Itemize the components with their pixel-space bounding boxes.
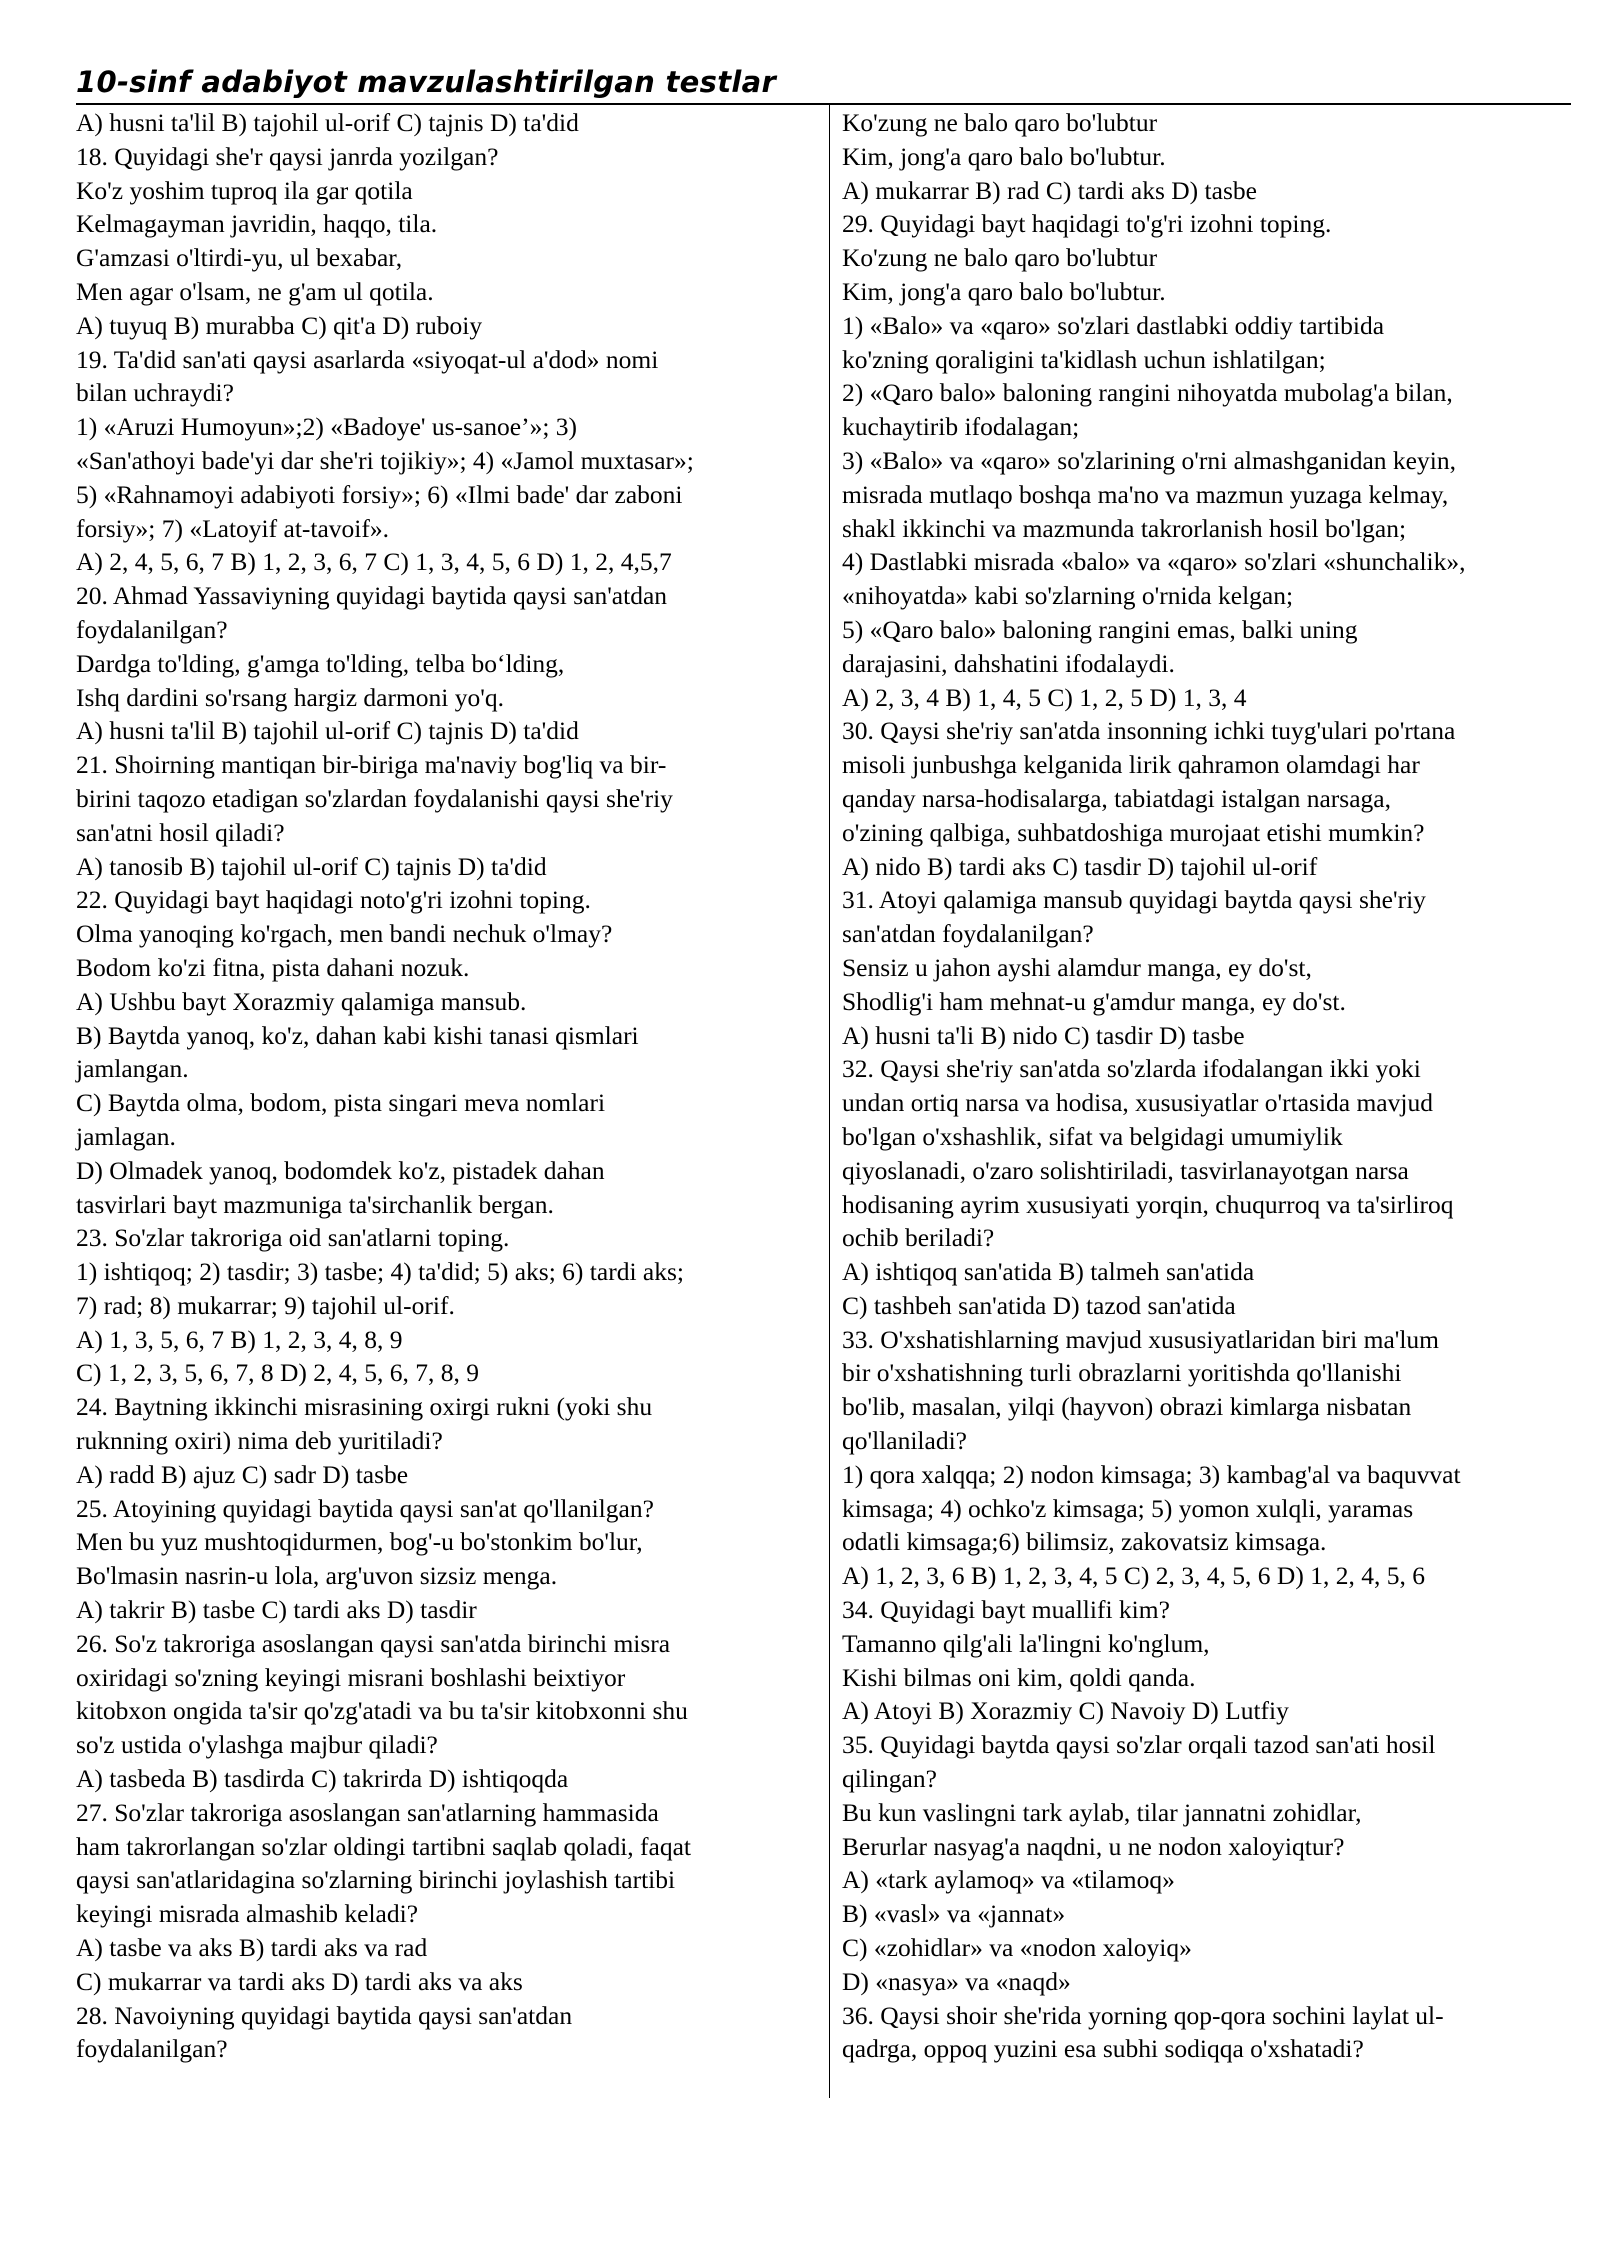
text-line: 27. So'zlar takroriga asoslangan san'atlarning hammasida [76,1797,659,1827]
text-line: Tamanno qilg'ali la'lingni ko'nglum, [842,1628,1210,1658]
text-line: C) tashbeh san'atida D) tazod san'atida [842,1290,1236,1320]
text-line: A) radd B) ajuz C) sadr D) tasbe [76,1459,409,1489]
text-line: 23. So'zlar takroriga oid san'atlarni toping. [76,1223,510,1253]
text-line: Ko'zung ne balo qaro bo'lubtur [842,108,1158,137]
text-line: 1) «Aruzi Humoyun»;2) «Badoye' us-sanoe’»; 3) [76,412,578,442]
text-line: ko'zning qoraligini ta'kidlash uchun ishlatilgan; [842,344,1326,374]
title-underline [76,103,1571,105]
text-line: qaysi san'atlaridagina so'zlarning birinchi joylashish tartibi [76,1865,676,1895]
text-line: 1) ishtiqoq; 2) tasdir; 3) tasbe; 4) ta'did; 5) aks; 6) tardi aks; [76,1257,684,1287]
text-line: A) nido B) tardi aks C) tasdir D) tajohil ul-orif [842,851,1318,881]
text-line: A) tuyuq B) murabba C) qit'a D) ruboiy [76,310,483,340]
text-line: foydalanilgan? [76,614,228,644]
text-line: qadrga, oppoq yuzini esa subhi sodiqqa o'xshatadi? [842,2034,1364,2064]
text-line: keyingi misrada almashib keladi? [76,1899,419,1929]
text-line: A) husni ta'lil B) tajohil ul-orif C) tajnis D) ta'did [76,716,579,746]
text-line: 5) «Rahnamoyi adabiyoti forsiy»; 6) «Ilmi bade' dar zaboni [76,479,683,509]
text-line: jamlangan. [76,1054,189,1084]
text-line: Bo'lmasin nasrin-u lola, arg'uvon sizsiz menga. [76,1561,558,1591]
text-line: 33. O'xshatishlarning mavjud xususiyatlaridan biri ma'lum [842,1324,1440,1354]
text-line: D) Olmadek yanoq, bodomdek ko'z, pistadek dahan [76,1155,605,1185]
text-line: 2) «Qaro balo» baloning rangini nihoyatda mubolag'a bilan, [842,378,1453,408]
text-line: bo'lib, masalan, yilqi (hayvon) obrazi kimlarga nisbatan [842,1392,1412,1422]
text-line: hodisaning ayrim xususiyati yorqin, chuqurroq va ta'sirliroq [842,1189,1454,1219]
text-line: 18. Quyidagi she'r qaysi janrda yozilgan? [76,141,499,171]
text-line: 1) «Balo» va «qaro» so'zlari dastlabki oddiy tartibida [842,310,1385,340]
text-line: 25. Atoyining quyidagi baytida qaysi san'at qo'llanilgan? [76,1493,654,1523]
right-column [842,106,1577,2066]
text-line: A) tasbe va aks B) tardi aks va rad [76,1933,428,1963]
text-line: B) Baytda yanoq, ko'z, dahan kabi kishi tanasi qismlari [76,1020,639,1050]
text-line: Shodlig'i ham mehnat-u g'amdur manga, ey do'st. [842,986,1346,1016]
text-line: san'atni hosil qiladi? [76,817,285,847]
text-line: Dardga to'lding, g'amga to'lding, telba bo‘lding, [76,648,565,678]
text-line: 4) Dastlabki misrada «balo» va «qaro» so'zlari «shunchalik», [842,547,1466,577]
text-line: oxiridagi so'zning keyingi misrani boshlashi beixtiyor [76,1662,626,1692]
text-line: jamlagan. [76,1121,176,1151]
text-line: D) «nasya» va «naqd» [842,1966,1071,1996]
text-line: A) Ushbu bayt Xorazmiy qalamiga mansub. [76,986,527,1016]
text-line: A) husni ta'li B) nido C) tasdir D) tasbe [842,1020,1245,1050]
text-line: 24. Baytning ikkinchi misrasining oxirgi rukni (yoki shu [76,1392,653,1422]
text-line: 7) rad; 8) mukarrar; 9) tajohil ul-orif. [76,1290,455,1320]
text-line: 31. Atoyi qalamiga mansub quyidagi baytda qaysi she'riy [842,885,1426,915]
text-line: Kishi bilmas oni kim, qoldi qanda. [842,1662,1196,1692]
text-line: B) «vasl» va «jannat» [842,1899,1066,1929]
text-line: Bu kun vaslingni tark aylab, tilar jannatni zohidlar, [842,1797,1362,1827]
text-line: A) ishtiqoq san'atida B) talmeh san'atida [842,1257,1255,1287]
text-line: C) mukarrar va tardi aks D) tardi aks va aks [76,1966,523,1996]
left-column [76,106,816,2066]
text-line: Men bu yuz mushtoqidurmen, bog'-u bo'stonkim bo'lur, [76,1527,643,1557]
text-line: odatli kimsaga;6) bilimsiz, zakovatsiz kimsaga. [842,1527,1327,1557]
text-line: Ko'z yoshim tuproq ila gar qotila [76,175,413,205]
text-line: san'atdan foydalanilgan? [842,919,1094,949]
text-line: A) 1, 3, 5, 6, 7 B) 1, 2, 3, 4, 8, 9 [76,1324,403,1354]
text-line: A) husni ta'lil B) tajohil ul-orif C) tajnis D) ta'did [76,108,579,137]
text-line: shakl ikkinchi va mazmunda takrorlanish hosil bo'lgan; [842,513,1407,543]
text-line: A) mukarrar B) rad C) tardi aks D) tasbe [842,175,1257,205]
text-line: qanday narsa-hodisalarga, tabiatdagi istalgan narsaga, [842,783,1391,813]
text-line: «nihoyatda» kabi so'zlarning o'rnida kelgan; [842,581,1294,611]
text-line: misrada mutlaqo boshqa ma'no va mazmun yuzaga kelmay, [842,479,1449,509]
text-line: 19. Ta'did san'ati qaysi asarlarda «siyoqat-ul a'dod» nomi [76,344,659,374]
text-line: tasvirlari bayt mazmuniga ta'sirchanlik bergan. [76,1189,554,1219]
text-line: 1) qora xalqqa; 2) nodon kimsaga; 3) kambag'al va baquvvat [842,1459,1461,1489]
text-line: Bodom ko'zi fitna, pista dahani nozuk. [76,952,470,982]
text-line: misoli junbushga kelganida lirik qahramon olamdagi har [842,750,1420,780]
text-line: 22. Quyidagi bayt haqidagi noto'g'ri izohni toping. [76,885,591,915]
column-divider [829,105,830,2098]
text-line: kuchaytirib ifodalagan; [842,412,1080,442]
text-line: Sensiz u jahon ayshi alamdur manga, ey do'st, [842,952,1312,982]
text-line: Kelmagayman javridin, haqqo, tila. [76,209,438,239]
text-line: qo'llaniladi? [842,1426,967,1456]
text-line: bo'lgan o'xshashlik, sifat va belgidagi umumiylik [842,1121,1343,1151]
text-line: birini taqozo etadigan so'zlardan foydalanishi qaysi she'riy [76,783,673,813]
text-line: A) tasbeda B) tasdirda C) takrirda D) ishtiqoqda [76,1764,569,1794]
text-line: ham takrorlangan so'zlar oldingi tartibni saqlab qoladi, faqat [76,1831,691,1861]
text-line: foydalanilgan? [76,2034,228,2064]
text-line: 5) «Qaro balo» baloning rangini emas, balki uning [842,614,1358,644]
text-line: ruknning oxiri) nima deb yuritiladi? [76,1426,443,1456]
text-line: Men agar o'lsam, ne g'am ul qotila. [76,276,434,306]
page-title: 10-sinf adabiyot mavzulashtirilgan testlar [76,65,777,99]
text-line: «San'athoyi bade'yi dar she'ri tojikiy»; 4) «Jamol muxtasar»; [76,445,694,475]
text-line: qilingan? [842,1764,937,1794]
text-line: kitobxon ongida ta'sir qo'zg'atadi va bu ta'sir kitobxonni shu [76,1696,688,1726]
text-line: A) Atoyi B) Xorazmiy C) Navoiy D) Lutfiy [842,1696,1289,1726]
text-line: 30. Qaysi she'riy san'atda insonning ichki tuyg'ulari po'rtana [842,716,1456,746]
text-line: 3) «Balo» va «qaro» so'zlarining o'rni almashganidan keyin, [842,445,1456,475]
text-line: Olma yanoqing ko'rgach, men bandi nechuk o'lmay? [76,919,613,949]
text-line: A) takrir B) tasbe C) tardi aks D) tasdir [76,1595,477,1625]
text-line: o'zining qalbiga, suhbatdoshiga murojaat etishi mumkin? [842,817,1425,847]
text-line: 21. Shoirning mantiqan bir-biriga ma'naviy bog'liq va bir- [76,750,667,780]
text-line: kimsaga; 4) ochko'z kimsaga; 5) yomon xulqli, yaramas [842,1493,1414,1523]
text-line: ochib beriladi? [842,1223,995,1253]
text-line: 32. Qaysi she'riy san'atda so'zlarda ifodalangan ikki yoki [842,1054,1421,1084]
text-line: Kim, jong'a qaro balo bo'lubtur. [842,141,1166,171]
text-line: qiyoslanadi, o'zaro solishtiriladi, tasvirlanayotgan narsa [842,1155,1409,1185]
text-line: 28. Navoiyning quyidagi baytida qaysi san'atdan [76,2000,573,2030]
text-line: darajasini, dahshatini ifodalaydi. [842,648,1175,678]
text-line: A) 1, 2, 3, 6 B) 1, 2, 3, 4, 5 C) 2, 3, 4, 5, 6 D) 1, 2, 4, 5, 6 [842,1561,1425,1591]
text-line: undan ortiq narsa va hodisa, xususiyatlar o'rtasida mavjud [842,1088,1433,1118]
text-line: C) «zohidlar» va «nodon xaloyiq» [842,1933,1192,1963]
text-line: 34. Quyidagi bayt muallifi kim? [842,1595,1170,1625]
text-line: A) 2, 4, 5, 6, 7 B) 1, 2, 3, 6, 7 C) 1, 3, 4, 5, 6 D) 1, 2, 4,5,7 [76,547,672,577]
text-line: A) «tark aylamoq» va «tilamoq» [842,1865,1175,1895]
text-line: Ishq dardini so'rsang hargiz darmoni yo'q. [76,682,504,712]
text-line: forsiy»; 7) «Latoyif at-tavoif». [76,513,389,543]
text-line: Ko'zung ne balo qaro bo'lubtur [842,243,1158,273]
text-line: A) 2, 3, 4 B) 1, 4, 5 C) 1, 2, 5 D) 1, 3, 4 [842,682,1247,712]
text-line: bir o'xshatishning turli obrazlarni yoritishda qo'llanishi [842,1358,1402,1388]
text-line: 26. So'z takroriga asoslangan qaysi san'atda birinchi misra [76,1628,671,1658]
text-line: 29. Quyidagi bayt haqidagi to'g'ri izohni toping. [842,209,1332,239]
text-line: 20. Ahmad Yassaviyning quyidagi baytida qaysi san'atdan [76,581,668,611]
text-line: G'amzasi o'ltirdi-yu, ul bexabar, [76,243,403,273]
text-line: C) 1, 2, 3, 5, 6, 7, 8 D) 2, 4, 5, 6, 7, 8, 9 [76,1358,480,1388]
text-line: so'z ustida o'ylashga majbur qiladi? [76,1730,438,1760]
text-line: C) Baytda olma, bodom, pista singari meva nomlari [76,1088,606,1118]
text-line: 35. Quyidagi baytda qaysi so'zlar orqali tazod san'ati hosil [842,1730,1436,1760]
text-line: Kim, jong'a qaro balo bo'lubtur. [842,276,1166,306]
text-line: 36. Qaysi shoir she'rida yorning qop-qora sochini laylat ul- [842,2000,1444,2030]
text-line: bilan uchraydi? [76,378,234,408]
text-line: A) tanosib B) tajohil ul-orif C) tajnis D) ta'did [76,851,547,881]
text-line: Berurlar nasyag'a naqdni, u ne nodon xaloyiqtur? [842,1831,1345,1861]
